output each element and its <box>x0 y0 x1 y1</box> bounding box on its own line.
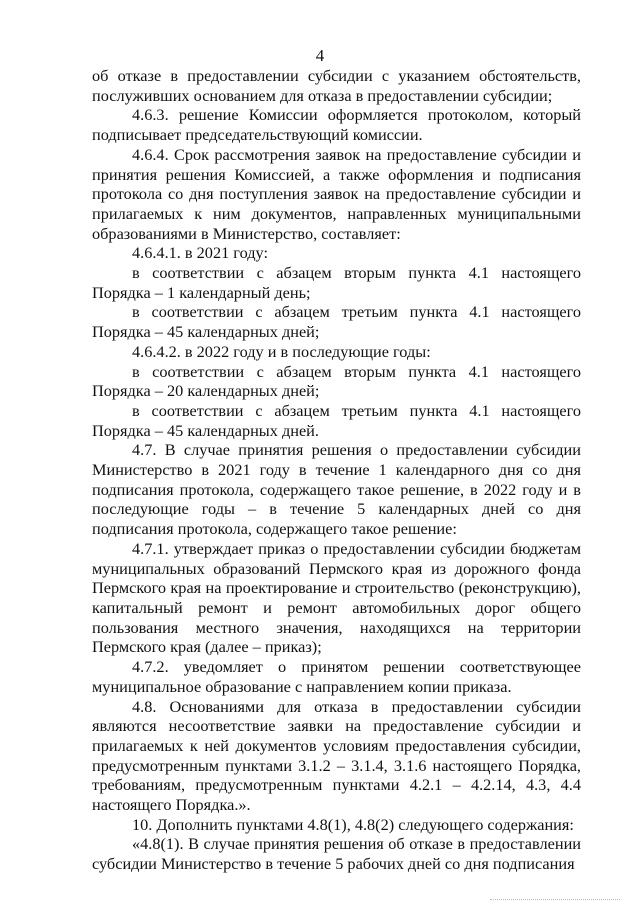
paragraph: 4.6.4. Срок рассмотрения заявок на предоставление субсидии и принятия решения Комиссией, а также оформления и подписания протокола со дня поступления заявок на предоставление субсидии и прилагаемых к ним документов, направленных муниципальными образованиями в Министерство, составляет: <box>92 144 581 243</box>
paragraph: «4.8(1). В случае принятия решения об отказе в предоставлении субсидии Министерство в течение 5 рабочих дней со дня подписания <box>92 834 581 874</box>
paragraph: 10. Дополнить пунктами 4.8(1), 4.8(2) следующего содержания: <box>132 814 574 834</box>
paragraph: 4.6.4.1. в 2021 году: <box>132 243 268 263</box>
paragraph: 4.7.1. утверждает приказ о предоставлении субсидии бюджетам муниципальных образований Пермского края из дорожного фонда Пермского края на проектирование и строительство (реконструкцию), капитальный ремонт и ремонт автомобильных дорог общего пользования местного значения, находящихся на территории Пермского края (далее – приказ); <box>92 538 581 657</box>
footer-dotted-line <box>490 899 620 901</box>
paragraph: в соответствии с абзацем третьим пункта 4.1 настоящего Порядка – 45 календарных дней; <box>92 302 581 342</box>
paragraph: в соответствии с абзацем третьим пункта 4.1 настоящего Порядка – 45 календарных дней. <box>92 400 581 440</box>
paragraph: в соответствии с абзацем вторым пункта 4.1 настоящего Порядка – 1 календарный день; <box>92 263 581 302</box>
paragraph: 4.6.4.2. в 2022 году и в последующие годы: <box>132 341 431 361</box>
paragraph: 4.7.2. уведомляет о принятом решении соответствующее муниципальное образование с направлением копии приказа. <box>92 657 581 696</box>
paragraph: 4.6.3. решение Комиссии оформляется протоколом, который подписывает председательствующий комиссии. <box>92 105 581 145</box>
paragraph: 4.8. Основаниями для отказа в предоставлении субсидии являются несоответствие заявки на предоставление субсидии и прилагаемых к ней документов условиям предоставления субсидии, предусмотренным пунктами 3.1.2 – 3.1.4, 3.1.6 настоящего Порядка, требованиям, предусмотренным пунктами 4.2.1 – 4.2.14, 4.3, 4.4 настоящего Порядка.». <box>92 696 581 815</box>
paragraph: 4.7. В случае принятия решения о предоставлении субсидии Министерство в 2021 году в течение 1 календарного дня со дня подписания протокола, содержащего такое решение, в 2022 году и в последующие годы – в течение 5 календарных дней со дня подписания протокола, содержащего такое решение: <box>92 440 581 539</box>
paragraph: об отказе в предоставлении субсидии с указанием обстоятельств, послуживших основанием для отказа в предоставлении субсидии; <box>92 66 581 105</box>
paragraph: в соответствии с абзацем вторым пункта 4.1 настоящего Порядка – 20 календарных дней; <box>92 361 581 401</box>
page-number: 4 <box>315 46 325 65</box>
document-body <box>92 66 581 874</box>
